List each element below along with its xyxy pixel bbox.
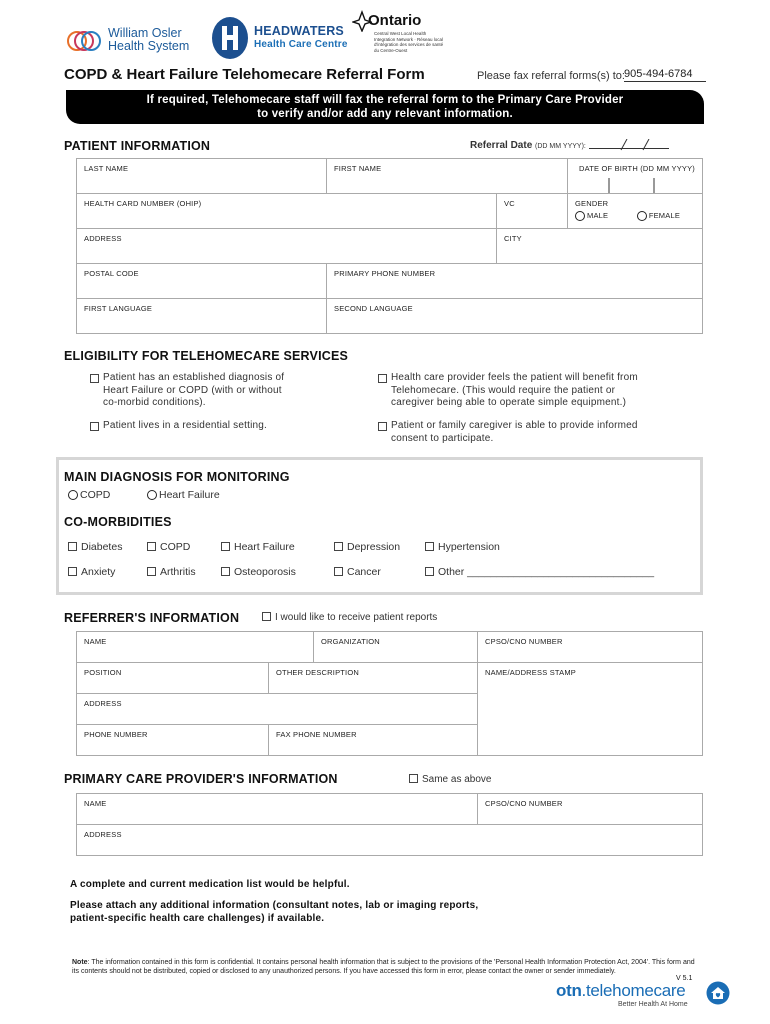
- last-name-field[interactable]: [76, 158, 327, 194]
- address-label: ADDRESS: [84, 234, 122, 243]
- referral-date[interactable]: [470, 140, 669, 151]
- diagnosis-copd-option[interactable]: [68, 489, 110, 501]
- diagnosis-copd-radio[interactable]: [68, 490, 78, 500]
- dob-label: DATE OF BIRTH (DD MM YYYY): [578, 164, 695, 173]
- house-heart-icon: [706, 981, 730, 1005]
- comorb-heart-failure[interactable]: [221, 541, 295, 553]
- eligibility-residential-text: Patient lives in a residential setting.: [103, 420, 267, 431]
- fax-label: Please fax referral forms(s) to:: [477, 70, 625, 82]
- male-label: MALE: [587, 211, 609, 220]
- postal-code-label: POSTAL CODE: [84, 269, 139, 278]
- primary-cpso-label: CPSO/CNO NUMBER: [485, 799, 563, 808]
- comorb-osteoporosis[interactable]: [221, 566, 296, 578]
- eligibility-benefit-text-3: caregiver being able to operate simple equipment.): [391, 397, 627, 408]
- eligibility-consent-checkbox[interactable]: [378, 422, 387, 431]
- gender-field: [567, 193, 703, 229]
- date-slashes-icon: [589, 139, 669, 151]
- referral-date-field[interactable]: [589, 148, 669, 149]
- comorb-anxiety[interactable]: [68, 566, 115, 578]
- same-as-above-option[interactable]: [409, 774, 492, 785]
- confidentiality-note: [72, 958, 702, 976]
- female-radio[interactable]: [637, 211, 647, 221]
- receive-reports-option[interactable]: [262, 612, 437, 623]
- eligibility-item-diagnosis[interactable]: [90, 372, 350, 410]
- referrer-fax-field[interactable]: [268, 724, 478, 756]
- osler-line2: Health System: [108, 39, 190, 53]
- vc-label: VC: [504, 199, 515, 208]
- referrer-stamp-label: NAME/ADDRESS STAMP: [485, 668, 576, 677]
- primary-cpso-field[interactable]: [477, 793, 703, 825]
- referral-date-format: (DD MM YYYY):: [535, 143, 586, 150]
- eligibility-consent-text-2: consent to participate.: [391, 432, 494, 444]
- referrer-fax-label: FAX PHONE NUMBER: [276, 730, 357, 739]
- primary-address-label: ADDRESS: [84, 830, 122, 839]
- comorb-copd-label: COPD: [160, 541, 191, 553]
- form-version: V 5.1: [676, 975, 693, 982]
- info-banner: [66, 90, 704, 124]
- eligibility-benefit-checkbox[interactable]: [378, 374, 387, 383]
- otn-brand-a: otn: [556, 981, 582, 1000]
- comorb-anxiety-label: Anxiety: [81, 566, 116, 578]
- comorb-diabetes-label: Diabetes: [81, 541, 123, 553]
- postal-code-field[interactable]: [76, 263, 327, 299]
- receive-reports-checkbox[interactable]: [262, 612, 271, 621]
- comorb-arthritis-label: Arthritis: [160, 566, 196, 578]
- comorb-other-checkbox[interactable]: [425, 567, 434, 576]
- form-title: COPD & Heart Failure Telehomecare Referral Form: [64, 66, 425, 83]
- primary-address-field[interactable]: [76, 824, 703, 856]
- diagnosis-copd-label: COPD: [80, 489, 111, 501]
- comorb-cancer[interactable]: [334, 566, 381, 578]
- referrer-address-field[interactable]: [76, 693, 478, 725]
- first-name-field[interactable]: [326, 158, 568, 194]
- fax-number: 905-494-6784: [624, 68, 706, 82]
- william-osler-logo: [66, 24, 196, 58]
- comorb-arthritis[interactable]: [147, 566, 196, 578]
- eligibility-diagnosis-text-3: co-morbid conditions).: [103, 397, 206, 408]
- gender-label: GENDER: [575, 199, 609, 208]
- eligibility-section-title: ELIGIBILITY FOR TELEHOMECARE SERVICES: [64, 349, 349, 363]
- otn-tagline: Better Health At Home: [618, 1001, 688, 1008]
- referrer-organization-field[interactable]: [313, 631, 478, 663]
- confidentiality-note-label: Note: [72, 959, 88, 966]
- referrer-phone-label: PHONE NUMBER: [84, 730, 148, 739]
- attach-note-line1: Please attach any additional information (consultant notes, lab or imaging reports,: [70, 900, 479, 911]
- referrer-cpso-label: CPSO/CNO NUMBER: [485, 637, 563, 646]
- last-name-label: LAST NAME: [84, 164, 129, 173]
- comorb-anxiety-checkbox[interactable]: [68, 567, 77, 576]
- ontario-lhin-text: Central West Local Health Integration Network · Réseau local d'intégration des services de santé du Centre-Ouest: [374, 31, 444, 53]
- eligibility-diagnosis-checkbox[interactable]: [90, 374, 99, 383]
- attach-note: [70, 899, 478, 925]
- diagnosis-section-title: MAIN DIAGNOSIS FOR MONITORING: [64, 470, 290, 484]
- diagnosis-hf-option[interactable]: [147, 489, 220, 501]
- phone-field[interactable]: [326, 263, 703, 299]
- comorb-diabetes[interactable]: [68, 541, 122, 553]
- eligibility-residential-checkbox[interactable]: [90, 422, 99, 431]
- city-field[interactable]: [496, 228, 703, 264]
- referrer-other-description-label: OTHER DESCRIPTION: [276, 668, 359, 677]
- eligibility-benefit-text-2: Telehomecare. (This would require the patient or: [391, 384, 616, 396]
- comorb-hypertension[interactable]: [425, 541, 500, 553]
- osler-rings-icon: [66, 26, 106, 56]
- eligibility-consent-text-1: Patient or family caregiver is able to provide informed: [391, 420, 638, 431]
- eligibility-diagnosis-text-2: Heart Failure or COPD (with or without: [103, 384, 282, 396]
- referrer-position-field[interactable]: [76, 662, 269, 694]
- first-name-label: FIRST NAME: [334, 164, 382, 173]
- diagnosis-hf-label: Heart Failure: [159, 489, 220, 501]
- referrer-cpso-field[interactable]: [477, 631, 703, 663]
- comorb-hypertension-checkbox[interactable]: [425, 542, 434, 551]
- referrer-stamp-field[interactable]: [477, 662, 703, 756]
- referrer-name-field[interactable]: [76, 631, 314, 663]
- comorb-depression-label: Depression: [347, 541, 401, 553]
- headwaters-line2: Health Care Centre: [254, 39, 348, 50]
- comorb-heart-failure-checkbox[interactable]: [221, 542, 230, 551]
- second-language-field[interactable]: [326, 298, 703, 334]
- primary-name-field[interactable]: [76, 793, 478, 825]
- comorb-other-label: Other ________________________________: [438, 566, 655, 578]
- medication-note: A complete and current medication list would be helpful.: [70, 879, 350, 890]
- ontario-name: Ontario: [368, 12, 422, 29]
- primary-care-section-title: PRIMARY CARE PROVIDER'S INFORMATION: [64, 772, 338, 786]
- eligibility-item-benefit[interactable]: [378, 372, 698, 410]
- referrer-position-label: POSITION: [84, 668, 122, 677]
- primary-name-label: NAME: [84, 799, 107, 808]
- comorb-depression-checkbox[interactable]: [334, 542, 343, 551]
- comorb-other[interactable]: [425, 566, 654, 578]
- referrer-phone-field[interactable]: [76, 724, 269, 756]
- comorb-depression[interactable]: [334, 541, 400, 553]
- comorb-heart-failure-label: Heart Failure: [234, 541, 295, 553]
- attach-note-line2: patient-specific health care challenges) if available.: [70, 913, 325, 924]
- eligibility-item-consent[interactable]: [378, 420, 698, 445]
- phone-label: PRIMARY PHONE NUMBER: [334, 269, 436, 278]
- osler-line1: William Osler: [108, 26, 182, 40]
- headwaters-logo: [210, 16, 350, 60]
- referrer-section-title: REFERRER'S INFORMATION: [64, 611, 240, 625]
- eligibility-item-residential[interactable]: [90, 420, 350, 433]
- comorb-arthritis-checkbox[interactable]: [147, 567, 156, 576]
- eligibility-benefit-text-1: Health care provider feels the patient will benefit from: [391, 372, 638, 383]
- comorb-osteoporosis-checkbox[interactable]: [221, 567, 230, 576]
- dob-field[interactable]: [567, 158, 703, 194]
- diagnosis-hf-radio[interactable]: [147, 490, 157, 500]
- banner-line1: If required, Telehomecare staff will fax the referral form to the Primary Care Provider: [146, 94, 624, 106]
- address-field[interactable]: [76, 228, 497, 264]
- first-language-field[interactable]: [76, 298, 327, 334]
- referral-date-label: Referral Date: [470, 140, 533, 151]
- same-as-above-label: Same as above: [422, 774, 492, 785]
- comorb-copd[interactable]: [147, 541, 190, 553]
- health-card-field[interactable]: [76, 193, 497, 229]
- patient-section-title: PATIENT INFORMATION: [64, 139, 211, 153]
- referrer-name-label: NAME: [84, 637, 107, 646]
- first-language-label: FIRST LANGUAGE: [84, 304, 153, 313]
- comorb-cancer-checkbox[interactable]: [334, 567, 343, 576]
- referrer-address-label: ADDRESS: [84, 699, 122, 708]
- female-label: FEMALE: [648, 211, 681, 220]
- ontario-logo: [352, 10, 442, 66]
- health-card-label: HEALTH CARD NUMBER (OHIP): [84, 199, 202, 208]
- comorb-cancer-label: Cancer: [347, 566, 381, 578]
- male-radio[interactable]: [575, 211, 585, 221]
- comorb-diabetes-checkbox[interactable]: [68, 542, 77, 551]
- otn-brand-b: .telehomecare: [581, 981, 686, 1000]
- comorb-copd-checkbox[interactable]: [147, 542, 156, 551]
- referrer-organization-label: ORGANIZATION: [321, 637, 380, 646]
- receive-reports-label: I would like to receive patient reports: [275, 612, 438, 623]
- eligibility-diagnosis-text-1: Patient has an established diagnosis of: [103, 372, 285, 383]
- comorb-hypertension-label: Hypertension: [438, 541, 500, 553]
- banner-line2: to verify and/or add any relevant information.: [257, 108, 513, 120]
- comorbidities-section-title: CO-MORBIDITIES: [64, 515, 172, 529]
- confidentiality-note-text: : The information contained in this form is confidential. It contains personal health information that is subject to the provisions of the 'Personal Health Information Protection Act, 2004'. This form and its contents should not be distributed, copied or disclosed to any unauthorized persons. If you have accessed this form in error, please contact the owner or sender immediately.: [72, 959, 695, 975]
- comorb-osteoporosis-label: Osteoporosis: [234, 566, 296, 578]
- same-as-above-checkbox[interactable]: [409, 774, 418, 783]
- city-label: CITY: [504, 234, 522, 243]
- vc-field[interactable]: [496, 193, 568, 229]
- otn-telehomecare-logo: [556, 981, 732, 1017]
- second-language-label: SECOND LANGUAGE: [334, 304, 413, 313]
- referrer-other-description-field[interactable]: [268, 662, 478, 694]
- headwaters-line1: HEADWATERS: [254, 24, 344, 38]
- headwaters-h-icon: [210, 16, 250, 60]
- dob-separators-icon: [608, 178, 678, 194]
